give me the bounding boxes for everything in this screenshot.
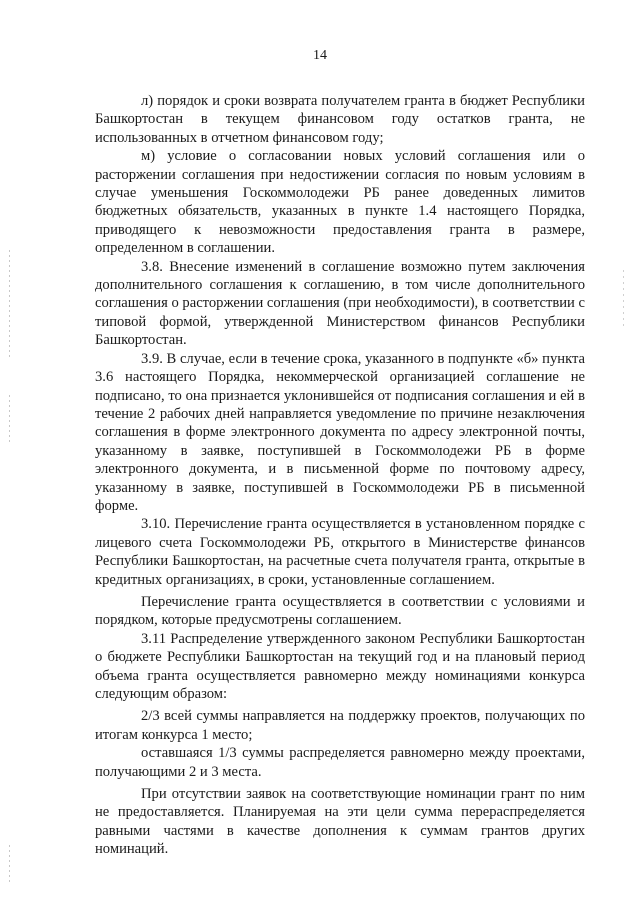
paragraph-transfer-conditions: Перечисление гранта осуществляется в соответствии с условиями и порядком, которые предусмотрены соглашением. [95, 593, 585, 629]
scan-edge-mark [9, 250, 10, 360]
paragraph-3-11: 3.11 Распределение утвержденного законом Республики Башкортостан о бюджете Республики Башкортостан на текущий год и на плановый период объема гранта осуществляется равномерно между номинациями конкурса следующим образом: [95, 630, 585, 702]
scan-edge-mark [623, 270, 624, 330]
scan-edge-mark [9, 395, 10, 445]
paragraph-3-9: 3.9. В случае, если в течение срока, указанного в подпункте «б» пункта 3.6 настоящего Порядка, некоммерческой организацией соглашение не подписано, то она признается уклонившейся от подписания соглашения и ей в течение 2 рабочих дней направляется уведомление по причине незаключения соглашения в форме электронного документа по адресу электронной почты, указанному в заявке, поступившей в Госкоммолодежи РБ в форме электронного документа, и в письменной форме по почтовому адресу, указанному в заявке, поступившей в Госкоммолодежи РБ в письменной форме. [95, 350, 585, 514]
document-body [95, 92, 585, 859]
paragraph-no-applications: При отсутствии заявок на соответствующие номинации грант по ним не предоставляется. Планируемая на эти цели сумма перераспределяется равными частями в качестве дополнения к суммам грантов других номинаций. [95, 786, 585, 858]
paragraph-first-place-share: 2/3 всей суммы направляется на поддержку проектов, получающих по итогам конкурса 1 место; [95, 708, 585, 743]
paragraph-3-10: 3.10. Перечисление гранта осуществляется в установленном порядке с лицевого счета Госкоммолодежи РБ, открытого в Министерстве финансов Республики Башкортостан, на расчетные счета получателя гранта, открытые в кредитных организациях, в сроки, установленные соглашением. [95, 516, 585, 588]
paragraph-item-m: м) условие о согласовании новых условий соглашения или о расторжении соглашения при недостижении согласия по новым условиям в случае уменьшения Госкоммолодежи РБ ранее доведенных лимитов бюджетных обязательств, указанных в пункте 1.4 настоящего Порядка, приводящего к невозможности предоставления гранта в размере, определенном в соглашении. [95, 148, 585, 257]
paragraph-item-l: л) порядок и сроки возврата получателем гранта в бюджет Республики Башкортостан в текущем финансовом году остатков гранта, не использованных в отчетном финансовом году; [95, 93, 585, 146]
scan-edge-mark [9, 845, 10, 885]
page-number: 14 [313, 48, 327, 63]
paragraph-remaining-share: оставшаяся 1/3 суммы распределяется равномерно между проектами, получающими 2 и 3 места. [95, 745, 585, 780]
paragraph-3-8: 3.8. Внесение изменений в соглашение возможно путем заключения дополнительного соглашения к соглашению, в том числе дополнительного соглашения о расторжении соглашения (при необходимости), в соответствии с типовой формой, утвержденной Министерством финансов Республики Башкортостан. [95, 258, 585, 349]
